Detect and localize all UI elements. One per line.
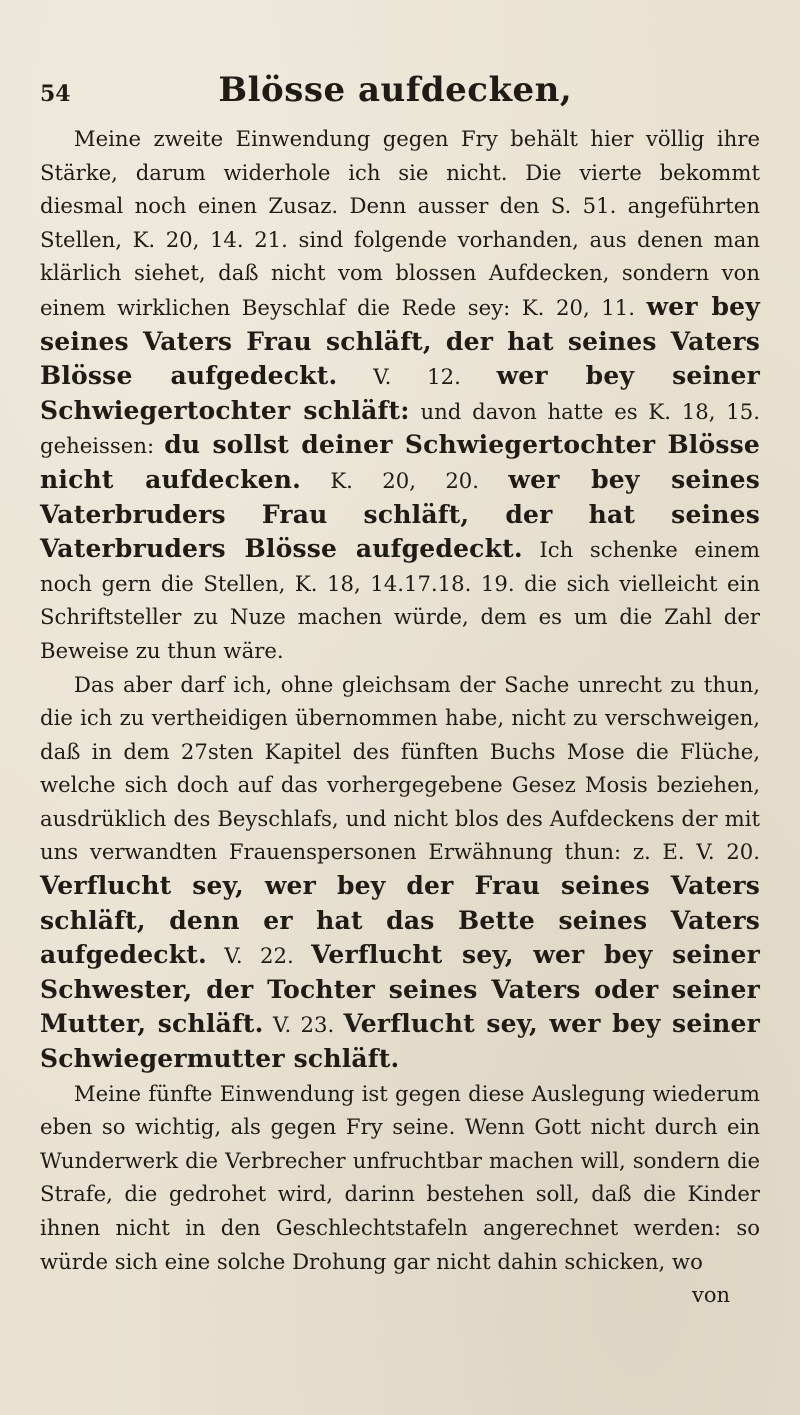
text-run: Das aber darf ich, ohne gleichsam der Sache unrecht zu thun, die ich zu vertheidigen übernommen habe, nicht zu verschweigen, daß in dem 27sten Kapitel des fünften Buchs Mose die Flüche, welche sich doch auf das vorhergegebene Gesez Mosis beziehen, ausdrüklich des Beyschlafs, und nicht blos des Aufdeckens der mit uns verwandten Frauenspersonen Erwähnung thun: z. E. V. 20. (40, 671, 760, 865)
text-run: Meine fünfte Einwendung ist gegen diese Auslegung wiederum eben so wichtig, als gegen Fry seine. Wenn Gott nicht durch ein Wunderwerk die Verbrecher unfruchtbar machen will, sondern die Strafe, die gedrohet wird, darinn bestehen soll, daß die Kinder ihnen nicht in den Geschlechtstafeln angerechnet werden: so würde sich eine solche Drohung gar nicht dahin schicken, wo (40, 1080, 760, 1274)
emphasized-text: wer bey seiner Schwiegertochter schläft: (40, 361, 761, 425)
emphasized-text: Verflucht sey, wer bey seiner Schwiegermutter schläft. (40, 1009, 760, 1074)
emphasized-text: Verflucht sey, wer bey der Frau seines Vaters schläft, denn er hat das Bette seines Vaters aufgedeckt. (40, 871, 760, 970)
text-run: K. 20, 20. (301, 467, 509, 493)
page-number: 54 (40, 81, 71, 107)
emphasized-text: wer bey seines Vaterbruders Frau schläft, der hat seines Vaterbruders Blösse aufgedeckt. (40, 464, 760, 564)
emphasized-text: Verflucht sey, wer bey seiner Schwester, der Tochter seines Vaters oder seiner Mutter, schläft. (40, 940, 760, 1039)
emphasized-text: wer bey seines Vaters Frau schläft, der hat seines Vaters Blösse aufgedeckt. (40, 291, 760, 391)
text-run: Meine zweite Einwendung gegen Fry behält hier völlig ihre Stärke, darum widerhole ich sie nicht. Die vierte bekommt diesmal noch einen Zusaz. Denn ausser den S. 51. angeführten Stellen, K. 20, 14. 21. sind folgende vorhanden, aus denen man klärlich siehet, daß nicht vom blossen Aufdecken, sondern von einem wirklichen Beyschlaf die Rede sey: K. 20, 11. (40, 126, 760, 320)
text-run: Ich schenke einem noch gern die Stellen, K. 18, 14.17.18. 19. die sich vielleicht ein Schriftsteller zu Nuze machen würde, dem es um die Zahl der Beweise zu thun wäre. (40, 537, 760, 663)
paragraph-1 (40, 122, 760, 668)
page-header (40, 70, 760, 116)
text-run: V. 22. (206, 943, 312, 969)
text-run: und davon hatte es K. 18, 15. geheissen: (40, 398, 760, 459)
paragraph-2 (40, 668, 760, 1077)
running-head: Blösse aufdecken, (218, 70, 573, 110)
text-run: V. 23. (263, 1012, 344, 1038)
emphasized-text: du sollst deiner Schwiegertochter Blösse nicht aufdecken. (40, 430, 761, 494)
catchword: von (691, 1283, 730, 1308)
body-text (40, 122, 760, 1278)
text-run: V. 12. (337, 364, 497, 390)
paragraph-3 (40, 1077, 760, 1279)
